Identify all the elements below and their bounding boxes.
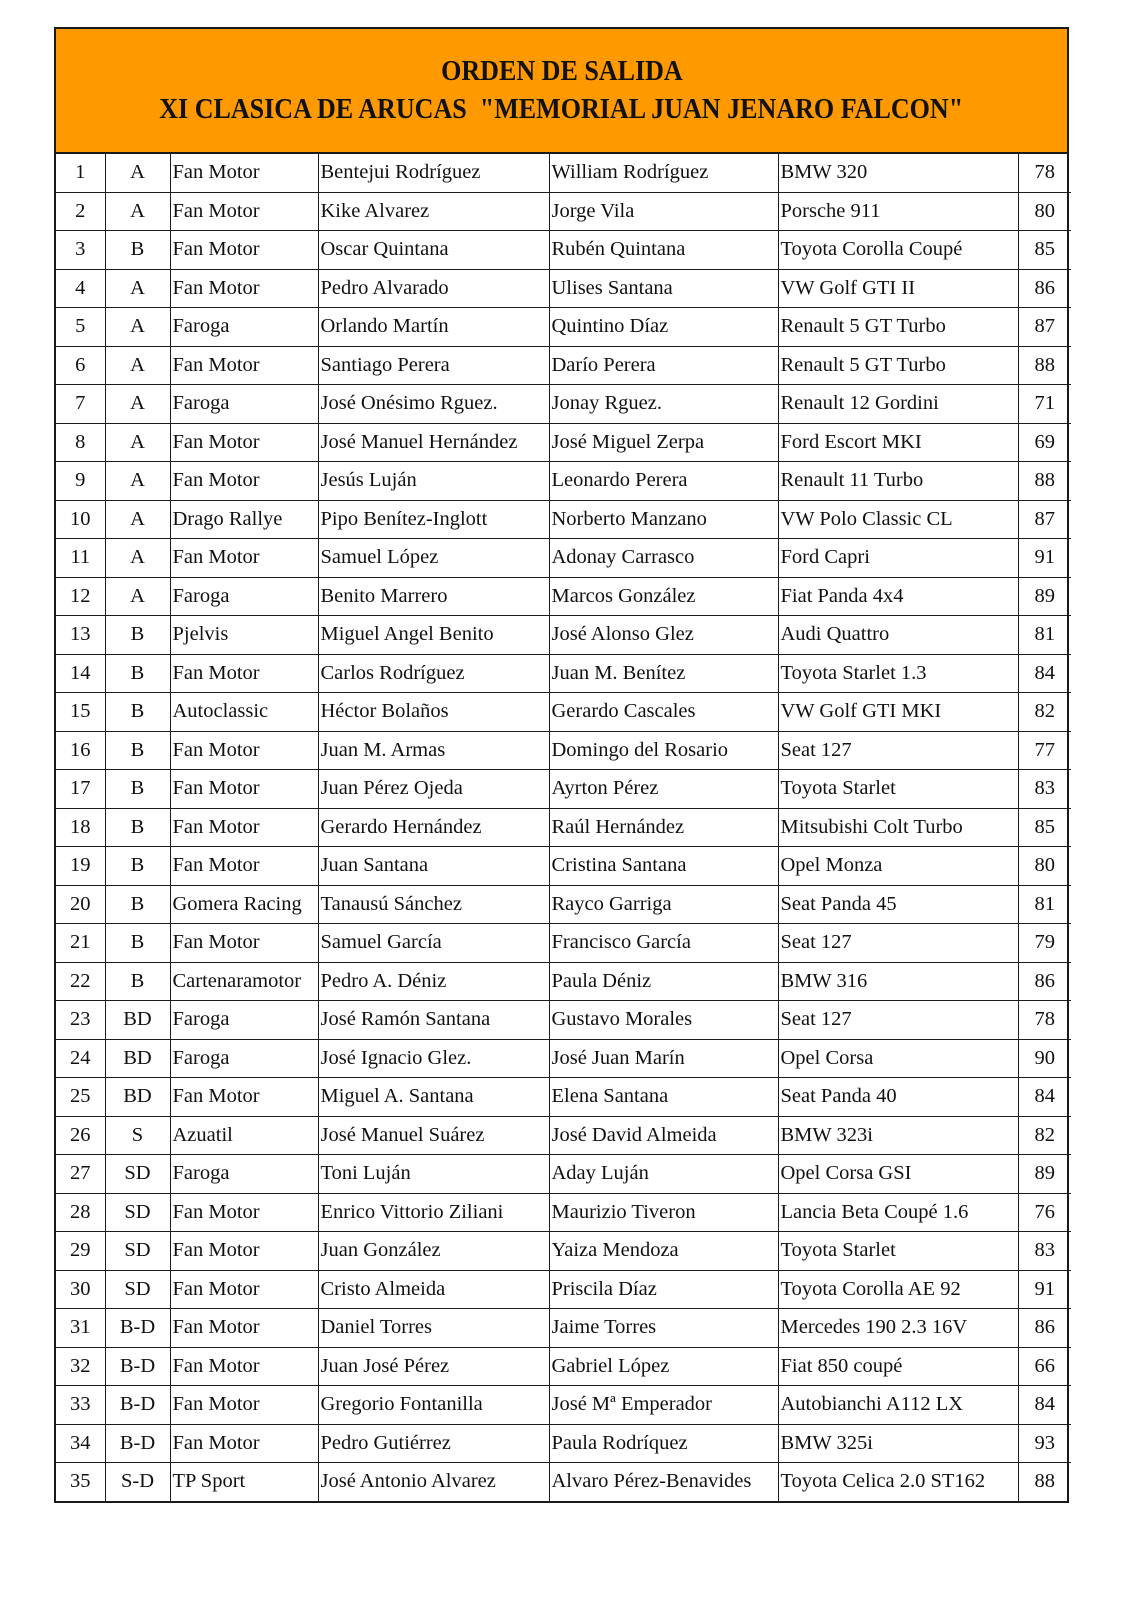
table-row xyxy=(56,1039,1071,1078)
team-cell: Fan Motor xyxy=(170,231,318,270)
start-number-cell: 31 xyxy=(56,1309,105,1348)
year-cell: 69 xyxy=(1018,423,1071,462)
car-cell: VW Polo Classic CL xyxy=(778,500,1018,539)
team-cell: Fan Motor xyxy=(170,1193,318,1232)
year-cell: 88 xyxy=(1018,1463,1071,1501)
title-line-2: XI CLASICA DE ARUCAS "MEMORIAL JUAN JENARO FALCON" xyxy=(159,93,964,125)
year-cell: 84 xyxy=(1018,654,1071,693)
start-number-cell: 18 xyxy=(56,808,105,847)
car-cell: Renault 12 Gordini xyxy=(778,385,1018,424)
category-cell: B xyxy=(105,231,170,270)
table-row xyxy=(56,1078,1071,1117)
codriver-cell: Jonay Rguez. xyxy=(549,385,778,424)
table-row xyxy=(56,1193,1071,1232)
codriver-cell: Priscila Díaz xyxy=(549,1270,778,1309)
car-cell: Renault 5 GT Turbo xyxy=(778,346,1018,385)
year-cell: 77 xyxy=(1018,731,1071,770)
driver-cell: Orlando Martín xyxy=(318,308,549,347)
team-cell: Fan Motor xyxy=(170,269,318,308)
team-cell: Fan Motor xyxy=(170,192,318,231)
category-cell: SD xyxy=(105,1270,170,1309)
car-cell: BMW 320 xyxy=(778,154,1018,192)
driver-cell: José Manuel Suárez xyxy=(318,1116,549,1155)
table-row xyxy=(56,1386,1071,1425)
driver-cell: Cristo Almeida xyxy=(318,1270,549,1309)
driver-cell: Gregorio Fontanilla xyxy=(318,1386,549,1425)
start-number-cell: 32 xyxy=(56,1347,105,1386)
table-row xyxy=(56,154,1071,192)
driver-cell: José Onésimo Rguez. xyxy=(318,385,549,424)
driver-cell: Pipo Benítez-Inglott xyxy=(318,500,549,539)
year-cell: 83 xyxy=(1018,770,1071,809)
start-number-cell: 34 xyxy=(56,1424,105,1463)
year-cell: 86 xyxy=(1018,1309,1071,1348)
table-row xyxy=(56,423,1071,462)
year-cell: 80 xyxy=(1018,847,1071,886)
codriver-cell: José David Almeida xyxy=(549,1116,778,1155)
start-number-cell: 15 xyxy=(56,693,105,732)
table-row xyxy=(56,770,1071,809)
codriver-cell: Jorge Vila xyxy=(549,192,778,231)
start-number-cell: 24 xyxy=(56,1039,105,1078)
team-cell: Fan Motor xyxy=(170,770,318,809)
category-cell: B xyxy=(105,770,170,809)
codriver-cell: Domingo del Rosario xyxy=(549,731,778,770)
car-cell: Opel Corsa GSI xyxy=(778,1155,1018,1194)
car-cell: Toyota Corolla Coupé xyxy=(778,231,1018,270)
table-row xyxy=(56,654,1071,693)
start-number-cell: 16 xyxy=(56,731,105,770)
year-cell: 85 xyxy=(1018,231,1071,270)
codriver-cell: Cristina Santana xyxy=(549,847,778,886)
team-cell: Faroga xyxy=(170,385,318,424)
team-cell: Faroga xyxy=(170,1001,318,1040)
driver-cell: Bentejui Rodríguez xyxy=(318,154,549,192)
team-cell: Fan Motor xyxy=(170,154,318,192)
table-row xyxy=(56,731,1071,770)
table-row xyxy=(56,577,1071,616)
driver-cell: Juan González xyxy=(318,1232,549,1271)
category-cell: B xyxy=(105,693,170,732)
codriver-cell: Rayco Garriga xyxy=(549,885,778,924)
codriver-cell: Raúl Hernández xyxy=(549,808,778,847)
table-row xyxy=(56,231,1071,270)
start-number-cell: 14 xyxy=(56,654,105,693)
car-cell: Opel Monza xyxy=(778,847,1018,886)
category-cell: A xyxy=(105,539,170,578)
car-cell: BMW 316 xyxy=(778,962,1018,1001)
driver-cell: Pedro Gutiérrez xyxy=(318,1424,549,1463)
year-cell: 78 xyxy=(1018,154,1071,192)
team-cell: Faroga xyxy=(170,577,318,616)
start-number-cell: 8 xyxy=(56,423,105,462)
category-cell: A xyxy=(105,423,170,462)
driver-cell: Enrico Vittorio Ziliani xyxy=(318,1193,549,1232)
year-cell: 89 xyxy=(1018,1155,1071,1194)
team-cell: Fan Motor xyxy=(170,346,318,385)
table-row xyxy=(56,1309,1071,1348)
category-cell: BD xyxy=(105,1001,170,1040)
team-cell: Fan Motor xyxy=(170,847,318,886)
codriver-cell: Yaiza Mendoza xyxy=(549,1232,778,1271)
driver-cell: Miguel A. Santana xyxy=(318,1078,549,1117)
codriver-cell: Jaime Torres xyxy=(549,1309,778,1348)
car-cell: Opel Corsa xyxy=(778,1039,1018,1078)
start-number-cell: 10 xyxy=(56,500,105,539)
start-number-cell: 9 xyxy=(56,462,105,501)
table-row xyxy=(56,962,1071,1001)
team-cell: Faroga xyxy=(170,1155,318,1194)
year-cell: 76 xyxy=(1018,1193,1071,1232)
car-cell: Fiat 850 coupé xyxy=(778,1347,1018,1386)
table-row xyxy=(56,616,1071,655)
car-cell: Renault 11 Turbo xyxy=(778,462,1018,501)
driver-cell: Benito Marrero xyxy=(318,577,549,616)
year-cell: 88 xyxy=(1018,462,1071,501)
category-cell: A xyxy=(105,577,170,616)
team-cell: Faroga xyxy=(170,308,318,347)
codriver-cell: William Rodríguez xyxy=(549,154,778,192)
team-cell: Fan Motor xyxy=(170,1386,318,1425)
category-cell: B xyxy=(105,616,170,655)
year-cell: 79 xyxy=(1018,924,1071,963)
year-cell: 91 xyxy=(1018,539,1071,578)
start-number-cell: 5 xyxy=(56,308,105,347)
car-cell: BMW 323i xyxy=(778,1116,1018,1155)
codriver-cell: Elena Santana xyxy=(549,1078,778,1117)
codriver-cell: Paula Déniz xyxy=(549,962,778,1001)
category-cell: B xyxy=(105,962,170,1001)
category-cell: B-D xyxy=(105,1424,170,1463)
start-order-sheet xyxy=(54,27,1069,1503)
codriver-cell: Gustavo Morales xyxy=(549,1001,778,1040)
car-cell: Seat 127 xyxy=(778,731,1018,770)
start-number-cell: 33 xyxy=(56,1386,105,1425)
start-number-cell: 13 xyxy=(56,616,105,655)
team-cell: Cartenaramotor xyxy=(170,962,318,1001)
category-cell: S xyxy=(105,1116,170,1155)
start-number-cell: 29 xyxy=(56,1232,105,1271)
table-row xyxy=(56,500,1071,539)
category-cell: B xyxy=(105,885,170,924)
driver-cell: Juan M. Armas xyxy=(318,731,549,770)
codriver-cell: José Mª Emperador xyxy=(549,1386,778,1425)
table-row xyxy=(56,269,1071,308)
car-cell: Toyota Celica 2.0 ST162 xyxy=(778,1463,1018,1501)
start-number-cell: 3 xyxy=(56,231,105,270)
codriver-cell: Juan M. Benítez xyxy=(549,654,778,693)
start-number-cell: 1 xyxy=(56,154,105,192)
year-cell: 82 xyxy=(1018,1116,1071,1155)
car-cell: Renault 5 GT Turbo xyxy=(778,308,1018,347)
driver-cell: José Ramón Santana xyxy=(318,1001,549,1040)
category-cell: B xyxy=(105,654,170,693)
table-row xyxy=(56,1232,1071,1271)
codriver-cell: José Miguel Zerpa xyxy=(549,423,778,462)
table-row xyxy=(56,1463,1071,1501)
codriver-cell: José Juan Marín xyxy=(549,1039,778,1078)
year-cell: 86 xyxy=(1018,269,1071,308)
category-cell: A xyxy=(105,154,170,192)
team-cell: Drago Rallye xyxy=(170,500,318,539)
driver-cell: Santiago Perera xyxy=(318,346,549,385)
category-cell: B xyxy=(105,924,170,963)
driver-cell: Kike Alvarez xyxy=(318,192,549,231)
year-cell: 86 xyxy=(1018,962,1071,1001)
category-cell: A xyxy=(105,308,170,347)
codriver-cell: José Alonso Glez xyxy=(549,616,778,655)
table-row xyxy=(56,192,1071,231)
driver-cell: Daniel Torres xyxy=(318,1309,549,1348)
category-cell: SD xyxy=(105,1232,170,1271)
table-row xyxy=(56,308,1071,347)
year-cell: 84 xyxy=(1018,1078,1071,1117)
category-cell: B xyxy=(105,808,170,847)
driver-cell: Samuel García xyxy=(318,924,549,963)
car-cell: Seat Panda 45 xyxy=(778,885,1018,924)
driver-cell: José Manuel Hernández xyxy=(318,423,549,462)
category-cell: B xyxy=(105,847,170,886)
year-cell: 88 xyxy=(1018,346,1071,385)
codriver-cell: Maurizio Tiveron xyxy=(549,1193,778,1232)
year-cell: 80 xyxy=(1018,192,1071,231)
codriver-cell: Gerardo Cascales xyxy=(549,693,778,732)
car-cell: Toyota Starlet xyxy=(778,1232,1018,1271)
driver-cell: Samuel López xyxy=(318,539,549,578)
table-row xyxy=(56,885,1071,924)
codriver-cell: Francisco García xyxy=(549,924,778,963)
table-row xyxy=(56,1001,1071,1040)
title-banner xyxy=(56,29,1067,154)
team-cell: Pjelvis xyxy=(170,616,318,655)
year-cell: 66 xyxy=(1018,1347,1071,1386)
car-cell: Toyota Starlet xyxy=(778,770,1018,809)
codriver-cell: Marcos González xyxy=(549,577,778,616)
team-cell: Fan Motor xyxy=(170,1347,318,1386)
driver-cell: Gerardo Hernández xyxy=(318,808,549,847)
codriver-cell: Darío Perera xyxy=(549,346,778,385)
codriver-cell: Aday Luján xyxy=(549,1155,778,1194)
driver-cell: Carlos Rodríguez xyxy=(318,654,549,693)
category-cell: A xyxy=(105,192,170,231)
start-number-cell: 6 xyxy=(56,346,105,385)
year-cell: 71 xyxy=(1018,385,1071,424)
title-line-1: ORDEN DE SALIDA xyxy=(440,55,683,87)
team-cell: Fan Motor xyxy=(170,924,318,963)
team-cell: Faroga xyxy=(170,1039,318,1078)
category-cell: SD xyxy=(105,1155,170,1194)
start-number-cell: 21 xyxy=(56,924,105,963)
table-row xyxy=(56,1424,1071,1463)
driver-cell: Juan Pérez Ojeda xyxy=(318,770,549,809)
start-number-cell: 25 xyxy=(56,1078,105,1117)
table-row xyxy=(56,1116,1071,1155)
category-cell: B-D xyxy=(105,1386,170,1425)
start-number-cell: 2 xyxy=(56,192,105,231)
category-cell: BD xyxy=(105,1039,170,1078)
codriver-cell: Quintino Díaz xyxy=(549,308,778,347)
start-number-cell: 23 xyxy=(56,1001,105,1040)
year-cell: 91 xyxy=(1018,1270,1071,1309)
car-cell: Audi Quattro xyxy=(778,616,1018,655)
team-cell: Fan Motor xyxy=(170,654,318,693)
table-row xyxy=(56,1155,1071,1194)
table-row xyxy=(56,693,1071,732)
car-cell: Seat 127 xyxy=(778,1001,1018,1040)
driver-cell: Tanausú Sánchez xyxy=(318,885,549,924)
category-cell: B-D xyxy=(105,1309,170,1348)
year-cell: 89 xyxy=(1018,577,1071,616)
codriver-cell: Gabriel López xyxy=(549,1347,778,1386)
category-cell: S-D xyxy=(105,1463,170,1501)
car-cell: Toyota Corolla AE 92 xyxy=(778,1270,1018,1309)
team-cell: Fan Motor xyxy=(170,1078,318,1117)
year-cell: 87 xyxy=(1018,500,1071,539)
codriver-cell: Paula Rodríquez xyxy=(549,1424,778,1463)
year-cell: 83 xyxy=(1018,1232,1071,1271)
year-cell: 87 xyxy=(1018,308,1071,347)
codriver-cell: Rubén Quintana xyxy=(549,231,778,270)
year-cell: 81 xyxy=(1018,885,1071,924)
driver-cell: Miguel Angel Benito xyxy=(318,616,549,655)
car-cell: Autobianchi A112 LX xyxy=(778,1386,1018,1425)
codriver-cell: Norberto Manzano xyxy=(549,500,778,539)
team-cell: Fan Motor xyxy=(170,731,318,770)
start-number-cell: 35 xyxy=(56,1463,105,1501)
table-row xyxy=(56,808,1071,847)
start-number-cell: 27 xyxy=(56,1155,105,1194)
team-cell: Fan Motor xyxy=(170,1309,318,1348)
year-cell: 93 xyxy=(1018,1424,1071,1463)
start-number-cell: 19 xyxy=(56,847,105,886)
codriver-cell: Adonay Carrasco xyxy=(549,539,778,578)
codriver-cell: Alvaro Pérez-Benavides xyxy=(549,1463,778,1501)
team-cell: Gomera Racing xyxy=(170,885,318,924)
team-cell: Autoclassic xyxy=(170,693,318,732)
driver-cell: Juan Santana xyxy=(318,847,549,886)
entry-list-table xyxy=(56,154,1071,1501)
table-row xyxy=(56,924,1071,963)
driver-cell: José Ignacio Glez. xyxy=(318,1039,549,1078)
car-cell: Ford Capri xyxy=(778,539,1018,578)
start-number-cell: 28 xyxy=(56,1193,105,1232)
car-cell: Porsche 911 xyxy=(778,192,1018,231)
start-number-cell: 11 xyxy=(56,539,105,578)
start-number-cell: 30 xyxy=(56,1270,105,1309)
driver-cell: José Antonio Alvarez xyxy=(318,1463,549,1501)
start-number-cell: 12 xyxy=(56,577,105,616)
start-number-cell: 26 xyxy=(56,1116,105,1155)
driver-cell: Oscar Quintana xyxy=(318,231,549,270)
team-cell: Azuatil xyxy=(170,1116,318,1155)
table-row xyxy=(56,385,1071,424)
driver-cell: Juan José Pérez xyxy=(318,1347,549,1386)
car-cell: VW Golf GTI MKI xyxy=(778,693,1018,732)
start-number-cell: 4 xyxy=(56,269,105,308)
driver-cell: Jesús Luján xyxy=(318,462,549,501)
year-cell: 85 xyxy=(1018,808,1071,847)
car-cell: Seat Panda 40 xyxy=(778,1078,1018,1117)
year-cell: 81 xyxy=(1018,616,1071,655)
car-cell: Toyota Starlet 1.3 xyxy=(778,654,1018,693)
car-cell: Lancia Beta Coupé 1.6 xyxy=(778,1193,1018,1232)
table-row xyxy=(56,1270,1071,1309)
start-number-cell: 17 xyxy=(56,770,105,809)
team-cell: Fan Motor xyxy=(170,1424,318,1463)
year-cell: 84 xyxy=(1018,1386,1071,1425)
car-cell: Mitsubishi Colt Turbo xyxy=(778,808,1018,847)
team-cell: Fan Motor xyxy=(170,808,318,847)
car-cell: Ford Escort MKI xyxy=(778,423,1018,462)
team-cell: Fan Motor xyxy=(170,423,318,462)
driver-cell: Toni Luján xyxy=(318,1155,549,1194)
category-cell: A xyxy=(105,346,170,385)
driver-cell: Pedro A. Déniz xyxy=(318,962,549,1001)
start-number-cell: 22 xyxy=(56,962,105,1001)
car-cell: Seat 127 xyxy=(778,924,1018,963)
category-cell: B-D xyxy=(105,1347,170,1386)
table-row xyxy=(56,847,1071,886)
category-cell: SD xyxy=(105,1193,170,1232)
year-cell: 82 xyxy=(1018,693,1071,732)
team-cell: Fan Motor xyxy=(170,539,318,578)
car-cell: Fiat Panda 4x4 xyxy=(778,577,1018,616)
codriver-cell: Ayrton Pérez xyxy=(549,770,778,809)
team-cell: Fan Motor xyxy=(170,1232,318,1271)
year-cell: 78 xyxy=(1018,1001,1071,1040)
category-cell: BD xyxy=(105,1078,170,1117)
car-cell: VW Golf GTI II xyxy=(778,269,1018,308)
table-row xyxy=(56,346,1071,385)
year-cell: 90 xyxy=(1018,1039,1071,1078)
start-number-cell: 20 xyxy=(56,885,105,924)
category-cell: A xyxy=(105,269,170,308)
driver-cell: Héctor Bolaños xyxy=(318,693,549,732)
car-cell: Mercedes 190 2.3 16V xyxy=(778,1309,1018,1348)
car-cell: BMW 325i xyxy=(778,1424,1018,1463)
driver-cell: Pedro Alvarado xyxy=(318,269,549,308)
codriver-cell: Ulises Santana xyxy=(549,269,778,308)
category-cell: A xyxy=(105,500,170,539)
team-cell: TP Sport xyxy=(170,1463,318,1501)
category-cell: B xyxy=(105,731,170,770)
category-cell: A xyxy=(105,385,170,424)
category-cell: A xyxy=(105,462,170,501)
team-cell: Fan Motor xyxy=(170,462,318,501)
table-row xyxy=(56,539,1071,578)
table-row xyxy=(56,462,1071,501)
team-cell: Fan Motor xyxy=(170,1270,318,1309)
start-number-cell: 7 xyxy=(56,385,105,424)
codriver-cell: Leonardo Perera xyxy=(549,462,778,501)
table-row xyxy=(56,1347,1071,1386)
